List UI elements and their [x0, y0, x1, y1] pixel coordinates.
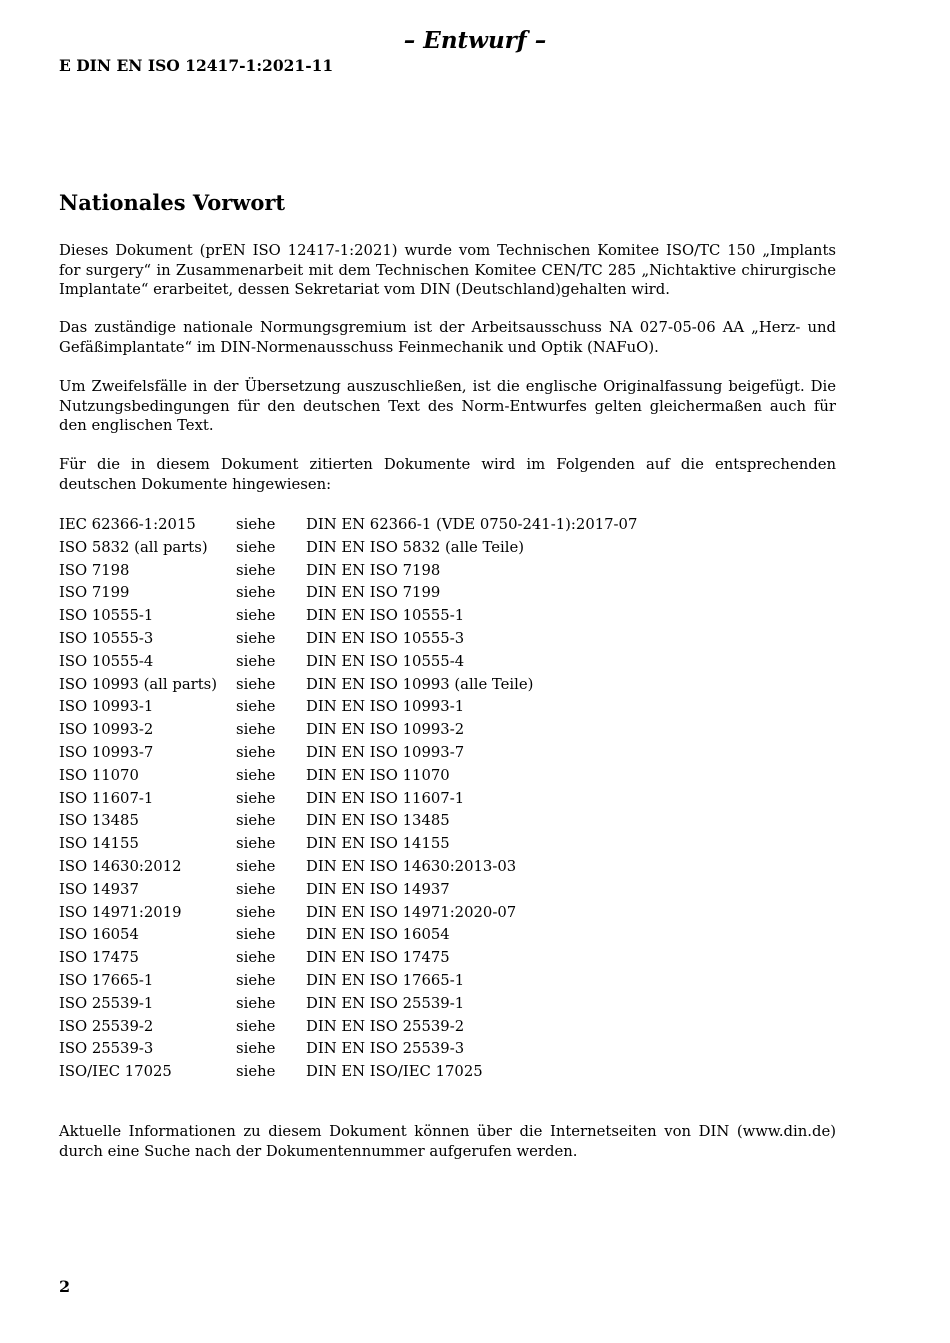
reference-iso-standard: ISO 11070 [59, 766, 139, 784]
document-identifier: E DIN EN ISO 12417-1:2021-11 [59, 56, 334, 75]
reference-din-standard: DIN EN ISO 10555-3 [306, 629, 465, 647]
reference-din-standard: DIN EN ISO 10555-1 [306, 607, 465, 625]
reference-iso-standard: ISO 5832 (all parts) [59, 538, 208, 556]
reference-din-standard: DIN EN ISO 10993 (alle Teile) [306, 675, 534, 693]
section-title: Nationales Vorwort [59, 190, 286, 215]
reference-din-standard: DIN EN ISO 13485 [306, 812, 450, 830]
reference-relation: siehe [236, 698, 276, 716]
footer-note: Aktuelle Informationen zu diesem Dokument können über die Internetseiten von DIN (www.din.de) durch eine Suche nach der Dokumentennummer aufgerufen werden. [59, 1123, 836, 1160]
reference-row [59, 582, 637, 605]
reference-row [59, 856, 637, 879]
reference-relation: siehe [236, 835, 276, 853]
reference-iso-standard: ISO 17475 [59, 949, 139, 967]
reference-row [59, 924, 637, 947]
reference-din-standard: DIN EN ISO 7198 [306, 561, 441, 579]
reference-table-body [59, 514, 637, 1084]
reference-iso-standard: ISO 14971:2019 [59, 903, 182, 921]
reference-row [59, 628, 637, 651]
reference-din-standard: DIN EN ISO 5832 (alle Teile) [306, 538, 524, 556]
reference-din-standard: DIN EN ISO 16054 [306, 926, 450, 944]
reference-iso-standard: ISO 7199 [59, 584, 130, 602]
draft-watermark-heading: – Entwurf – [403, 27, 547, 54]
reference-din-standard: DIN EN ISO 11607-1 [306, 789, 465, 807]
paragraph-references-intro: Für die in diesem Dokument zitierten Dokumente wird im Folgenden auf die entsprechenden deutschen Dokumente hingewiesen: [59, 456, 836, 493]
reference-relation: siehe [236, 903, 276, 921]
reference-relation: siehe [236, 1063, 276, 1081]
reference-din-standard: DIN EN ISO/IEC 17025 [306, 1063, 483, 1081]
reference-row [59, 765, 637, 788]
reference-row [59, 1016, 637, 1039]
reference-din-standard: DIN EN ISO 14971:2020-07 [306, 903, 517, 921]
reference-din-standard: DIN EN ISO 17475 [306, 949, 450, 967]
reference-din-standard: DIN EN ISO 14937 [306, 880, 450, 898]
reference-din-standard: DIN EN ISO 7199 [306, 584, 441, 602]
reference-din-standard: DIN EN ISO 10993-1 [306, 698, 465, 716]
reference-row [59, 514, 637, 537]
reference-row [59, 651, 637, 674]
paragraph-national-body: Das zuständige nationale Normungsgremium ist der Arbeitsausschuss NA 027-05-06 AA „Herz- und Gefäßimplantate“ im DIN-Normenausschuss Feinmechanik und Optik (NAFuO). [59, 319, 836, 356]
reference-din-standard: DIN EN ISO 14630:2013-03 [306, 857, 517, 875]
reference-iso-standard: ISO 11607-1 [59, 789, 154, 807]
reference-iso-standard: ISO 25539-1 [59, 994, 154, 1012]
reference-relation: siehe [236, 607, 276, 625]
reference-relation: siehe [236, 880, 276, 898]
reference-row [59, 674, 637, 697]
reference-row [59, 788, 637, 811]
reference-row [59, 970, 637, 993]
reference-iso-standard: ISO 10993-2 [59, 721, 154, 739]
reference-iso-standard: ISO 10555-1 [59, 607, 154, 625]
reference-row [59, 696, 637, 719]
reference-iso-standard: ISO 14630:2012 [59, 857, 182, 875]
reference-din-standard: DIN EN ISO 25539-1 [306, 994, 465, 1012]
paragraph-translation: Um Zweifelsfälle in der Übersetzung auszuschließen, ist die englische Originalfassung beigefügt. Die Nutzungsbedingungen für den deutschen Text des Norm-Entwurfes gelten gleichermaßen auch für den englischen Text. [59, 378, 836, 435]
reference-din-standard: DIN EN 62366-1 (VDE 0750-241-1):2017-07 [306, 516, 638, 533]
reference-row [59, 605, 637, 628]
reference-iso-standard: ISO 10555-3 [59, 629, 154, 647]
reference-iso-standard: ISO 17665-1 [59, 971, 154, 989]
reference-row [59, 742, 637, 765]
reference-row [59, 537, 637, 560]
reference-iso-standard: ISO 10993-7 [59, 743, 154, 761]
reference-iso-standard: ISO 25539-2 [59, 1017, 154, 1035]
reference-row [59, 1038, 637, 1061]
paragraph-committee: Dieses Dokument (prEN ISO 12417-1:2021) wurde vom Technischen Komitee ISO/TC 150 „Implants for surgery“ in Zusammenarbeit mit dem Technischen Komitee CEN/TC 285 „Nichtaktive chirurgische Implantate“ erarbeitet, dessen Sekretariat vom DIN (Deutschland)gehalten wird. [59, 242, 836, 299]
reference-relation: siehe [236, 949, 276, 967]
reference-table [59, 514, 637, 1084]
reference-iso-standard: IEC 62366-1:2015 [59, 516, 196, 533]
reference-relation: siehe [236, 926, 276, 944]
reference-row [59, 879, 637, 902]
reference-relation: siehe [236, 516, 276, 533]
reference-relation: siehe [236, 743, 276, 761]
page-number: 2 [59, 1277, 71, 1296]
reference-relation: siehe [236, 1017, 276, 1035]
reference-row [59, 810, 637, 833]
reference-row [59, 993, 637, 1016]
reference-row [59, 947, 637, 970]
reference-iso-standard: ISO 16054 [59, 926, 139, 944]
reference-din-standard: DIN EN ISO 10993-7 [306, 743, 465, 761]
reference-iso-standard: ISO 10993-1 [59, 698, 154, 716]
reference-iso-standard: ISO 10555-4 [59, 652, 154, 670]
reference-relation: siehe [236, 1040, 276, 1058]
reference-din-standard: DIN EN ISO 17665-1 [306, 971, 465, 989]
reference-relation: siehe [236, 971, 276, 989]
reference-relation: siehe [236, 812, 276, 830]
reference-iso-standard: ISO/IEC 17025 [59, 1063, 172, 1081]
reference-row [59, 833, 637, 856]
reference-din-standard: DIN EN ISO 25539-3 [306, 1040, 465, 1058]
reference-iso-standard: ISO 25539-3 [59, 1040, 154, 1058]
reference-row [59, 560, 637, 583]
reference-din-standard: DIN EN ISO 25539-2 [306, 1017, 465, 1035]
reference-din-standard: DIN EN ISO 14155 [306, 835, 450, 853]
reference-relation: siehe [236, 789, 276, 807]
reference-relation: siehe [236, 538, 276, 556]
reference-din-standard: DIN EN ISO 10993-2 [306, 721, 465, 739]
reference-relation: siehe [236, 675, 276, 693]
reference-din-standard: DIN EN ISO 10555-4 [306, 652, 465, 670]
reference-relation: siehe [236, 721, 276, 739]
reference-relation: siehe [236, 994, 276, 1012]
reference-row [59, 902, 637, 925]
reference-relation: siehe [236, 561, 276, 579]
reference-din-standard: DIN EN ISO 11070 [306, 766, 450, 784]
reference-iso-standard: ISO 13485 [59, 812, 139, 830]
reference-iso-standard: ISO 14155 [59, 835, 139, 853]
reference-relation: siehe [236, 629, 276, 647]
reference-iso-standard: ISO 10993 (all parts) [59, 675, 218, 693]
reference-iso-standard: ISO 7198 [59, 561, 130, 579]
reference-row [59, 1061, 637, 1084]
reference-relation: siehe [236, 766, 276, 784]
reference-relation: siehe [236, 584, 276, 602]
reference-row [59, 719, 637, 742]
reference-relation: siehe [236, 857, 276, 875]
reference-relation: siehe [236, 652, 276, 670]
reference-iso-standard: ISO 14937 [59, 880, 139, 898]
